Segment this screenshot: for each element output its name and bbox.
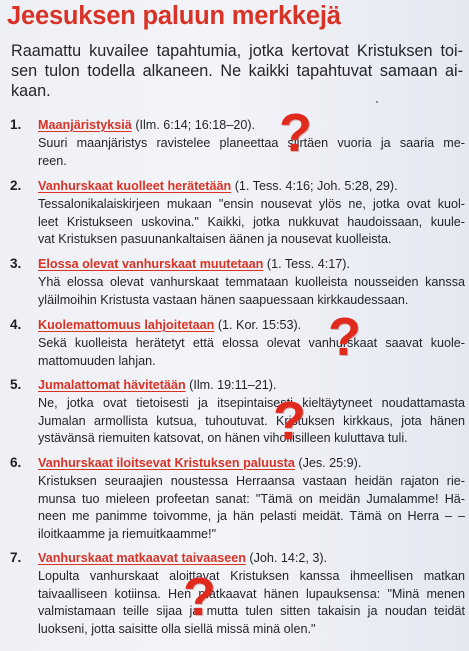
item-reference: (Ilm. 6:14; 16:18–20). <box>135 118 256 132</box>
item-body <box>38 455 465 544</box>
intro-paragraph <box>11 41 463 101</box>
item-heading: Vanhurskaat iloitsevat Kristuksen paluusta <box>38 456 295 470</box>
item-text-line: vat Kristuksen pasuunankaltaisen äänen ja nousevat kuolleista. <box>38 232 392 247</box>
item-text-line: taivaalliseen kotiinsa. Hen matkaavat hänen lupauksensa: "Minä menen <box>38 586 465 601</box>
question-mark-icon: ? <box>273 391 306 451</box>
item-body <box>38 178 465 249</box>
item-text-line: leet Kristukseen uskovina." Kaikki, jotka nukkuvat haudoissaan, kuule- <box>38 214 465 229</box>
item-body <box>38 256 465 309</box>
item-text-line: Tessalonikalaiskirjeen mukaan "ensin nousevat ylös ne, jotka ovat kuol- <box>38 196 465 211</box>
item-number: 1. <box>10 117 22 132</box>
item-number: 2. <box>10 178 22 193</box>
intro-line: kaan. <box>11 82 51 100</box>
item-text-line: ystävänsä riemuiten katsovat, on hänen vihollisilleen kuluttava tuli. <box>38 431 408 446</box>
item-text-line: Lopulta vanhurskaat aloittavat Kristuksen kanssa ihmeellisen matkan <box>38 568 465 583</box>
item-text-line: reen. <box>38 153 67 168</box>
item-heading: Jumalattomat hävitetään <box>38 378 186 392</box>
item-text-line: Suuri maanjäristys ravistelee planeettaa siirtäen vuoria ja saaria me- <box>38 135 465 150</box>
item-heading-line <box>38 377 465 395</box>
item-number: 6. <box>10 455 22 470</box>
item-body <box>38 550 465 639</box>
item-text-line: luokseni, jotta saisitte olla siellä missä minä olen." <box>38 622 316 637</box>
item-text-line: Yhä elossa olevat vanhurskaat temmataan kuolleista nousseiden kanssa <box>38 274 465 289</box>
item-reference: (Ilm. 19:11–21). <box>189 378 277 392</box>
item-body <box>38 117 465 170</box>
item-heading-line <box>38 317 465 335</box>
item-text-line: mattomuuden lahjan. <box>38 353 156 368</box>
item-text-line: yläilmoihin Kristusta vastaan hänen saapuessaan kirkkaudessaan. <box>38 292 409 307</box>
item-text-line: Kristuksen seuraajien noustessa Herraansa vastaan heidän rajaton rie- <box>38 473 465 488</box>
item-text-line: iloitkaamme ja riemuitkaamme!" <box>38 527 217 542</box>
question-mark-icon: ? <box>279 103 312 163</box>
item-heading: Vanhurskaat matkaavat taivaaseen <box>38 551 246 565</box>
item-heading-line <box>38 550 465 568</box>
intro-line: sen tulon todella alkaneen. Ne kaikki tapahtuvat samaan ai- <box>11 62 463 80</box>
item-number: 3. <box>10 256 22 271</box>
item-text-line: Sekä kuolleista herätetyt että elossa olevat vanhurskaat saavat kuole- <box>38 335 465 350</box>
item-number: 5. <box>10 377 22 392</box>
item-number: 7. <box>10 550 22 565</box>
item-text-line: Ne, jotka ovat tietoisesti ja itsepintaisesti kieltäytyneet noudattamasta <box>38 395 465 410</box>
item-number: 4. <box>10 317 22 332</box>
item-reference: (1. Tess. 4:16; Joh. 5:28, 29). <box>234 179 398 193</box>
item-heading-line <box>38 117 465 135</box>
intro-line: Raamattu kuvailee tapahtumia, jotka kertovat Kristuksen toi- <box>11 42 463 60</box>
item-reference: (1. Kor. 15:53). <box>217 318 302 332</box>
item-heading-line <box>38 178 465 196</box>
item-heading: Elossa olevat vanhurskaat muutetaan <box>38 257 264 271</box>
item-heading-line <box>38 455 465 473</box>
item-body <box>38 377 465 451</box>
question-mark-icon: ? <box>328 307 361 367</box>
scan-speck <box>376 101 378 103</box>
item-body <box>38 317 465 370</box>
item-reference: (1. Tess. 4:17). <box>266 257 350 271</box>
item-heading: Maanjäristyksiä <box>38 118 132 132</box>
item-text-line: Jumalan armollista kutsua, tuhoutuvat. Kristuksen kirkkaus, jota hänen <box>38 413 465 428</box>
item-text-line: munsa tuo mieleen profeetan sanat: "Tämä on meidän Jumalamme! Hä- <box>38 491 465 506</box>
item-reference: (Joh. 14:2, 3). <box>249 551 328 565</box>
question-mark-icon: ? <box>183 567 216 627</box>
item-heading: Vanhurskaat kuolleet herätetään <box>38 179 232 193</box>
item-heading: Kuolemattomuus lahjoitetaan <box>38 318 215 332</box>
item-reference: (Jes. 25:9). <box>298 456 362 470</box>
page-title: Jeesuksen paluun merkkejä <box>7 2 341 30</box>
item-text-line: neen me panimme toivomme, ja hän pelasti meidät. Tämä on Herra – – <box>38 509 465 524</box>
item-heading-line <box>38 256 465 274</box>
item-text-line: valmistamaan teille sijaa ja mutta tulen sitten takaisin ja noudan teidät <box>38 604 465 619</box>
